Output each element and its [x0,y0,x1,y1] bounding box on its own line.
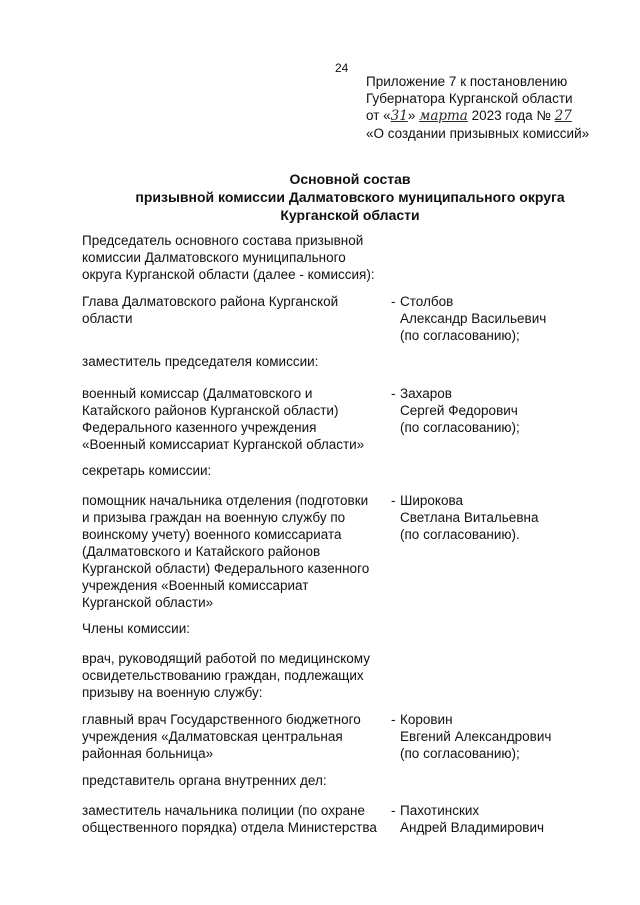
appendix-date-line [366,107,636,125]
agreement-note: (по согласованию); [400,746,520,761]
doctor-position [82,711,387,762]
dash: - [391,803,396,818]
handwritten-day: 31 [390,108,408,124]
date-prefix: от « [366,108,391,123]
given-name: Сергей Федорович [400,403,518,418]
surname: Коровин [400,712,453,727]
text-line: призыву на военную службу: [82,685,263,700]
text-line: комиссии Далматовского муниципального [82,250,346,265]
appendix-line-4: «О создании призывных комиссий» [366,126,590,141]
police-position [82,802,387,836]
text-line: Курганской области» [82,595,214,610]
title-line-2: призывной комиссии Далматовского муниципального округа [135,189,565,205]
text-line: представитель органа внутренних дел: [82,773,327,788]
text-line: Курганской области) Федерального казенного [82,561,370,576]
deputy-position [82,385,387,453]
text-line: воинскому учету) военного комиссариата [82,527,342,542]
members-label [82,620,387,637]
text-line: Катайского районов Курганской области) [82,403,339,418]
handwritten-number: 27 [554,108,572,124]
surname: Столбов [400,294,454,309]
secretary-label [82,462,387,479]
dash: - [391,386,396,401]
dash: - [391,493,396,508]
text-line: Члены комиссии: [82,621,191,636]
text-line: общественного порядка) отдела Министерства [82,820,377,835]
text-line: учреждения «Военный комиссариат [82,578,309,593]
doctor-name [391,711,621,762]
doctor-label [82,650,387,701]
secretary-position [82,492,387,611]
given-name: Александр Васильевич [400,311,547,326]
secretary-name [391,492,621,543]
given-name: Светлана Витальевна [400,510,539,525]
text-line: Глава Далматовского района Курганской [82,294,339,309]
agreement-note: (по согласованию); [400,420,520,435]
handwritten-month: марта [419,108,468,124]
text-line: помощник начальника отделения (подготовки [82,493,369,508]
text-line: учреждения «Далматовская центральная [82,729,343,744]
agreement-note: (по согласованию); [400,328,520,343]
surname: Захаров [400,386,452,401]
agreement-note: (по согласованию). [400,527,520,542]
appendix-line-1: Приложение 7 к постановлению [366,74,568,89]
dash: - [391,712,396,727]
title-line-3: Курганской области [280,207,420,223]
chairman-intro [82,232,387,283]
surname: Пахотинских [400,803,480,818]
document-title [0,170,640,224]
text-line: районная больница» [82,746,214,761]
text-line: заместитель председателя комиссии: [82,354,319,369]
text-line: заместитель начальника полиции (по охране [82,803,365,818]
text-line: освидетельствованию граждан, подлежащих [82,668,364,683]
date-mid: » [407,108,416,123]
text-line: секретарь комиссии: [82,463,212,478]
text-line: «Военный комиссариат Курганской области» [82,437,365,452]
text-line: округа Курганской области (далее - комиссия): [82,267,375,282]
text-line: (Далматовского и Катайского районов [82,544,321,559]
appendix-line-2: Губернатора Курганской области [366,91,573,106]
text-line: главный врач Государственного бюджетного [82,712,361,727]
surname: Широкова [400,493,464,508]
text-line: области [82,311,133,326]
text-line: и призыва граждан на военную службу по [82,510,346,525]
deputy-name [391,385,621,436]
police-name [391,802,621,836]
text-line: военный комиссар (Далматовского и [82,386,313,401]
given-name: Евгений Александрович [400,729,552,744]
deputy-label [82,353,387,370]
title-line-1: Основной состав [289,171,411,187]
chairman-position [82,293,387,327]
page-number: 24 [335,61,349,75]
date-year: 2023 года № [471,108,551,123]
text-line: Федерального казенного учреждения [82,420,317,435]
text-line: Председатель основного состава призывной [82,233,364,248]
text-line: врач, руководящий работой по медицинскому [82,651,370,666]
chairman-name [391,293,621,344]
dash: - [391,294,396,309]
given-name: Андрей Владимирович [400,820,545,835]
appendix-block [366,73,636,142]
police-label [82,772,387,789]
